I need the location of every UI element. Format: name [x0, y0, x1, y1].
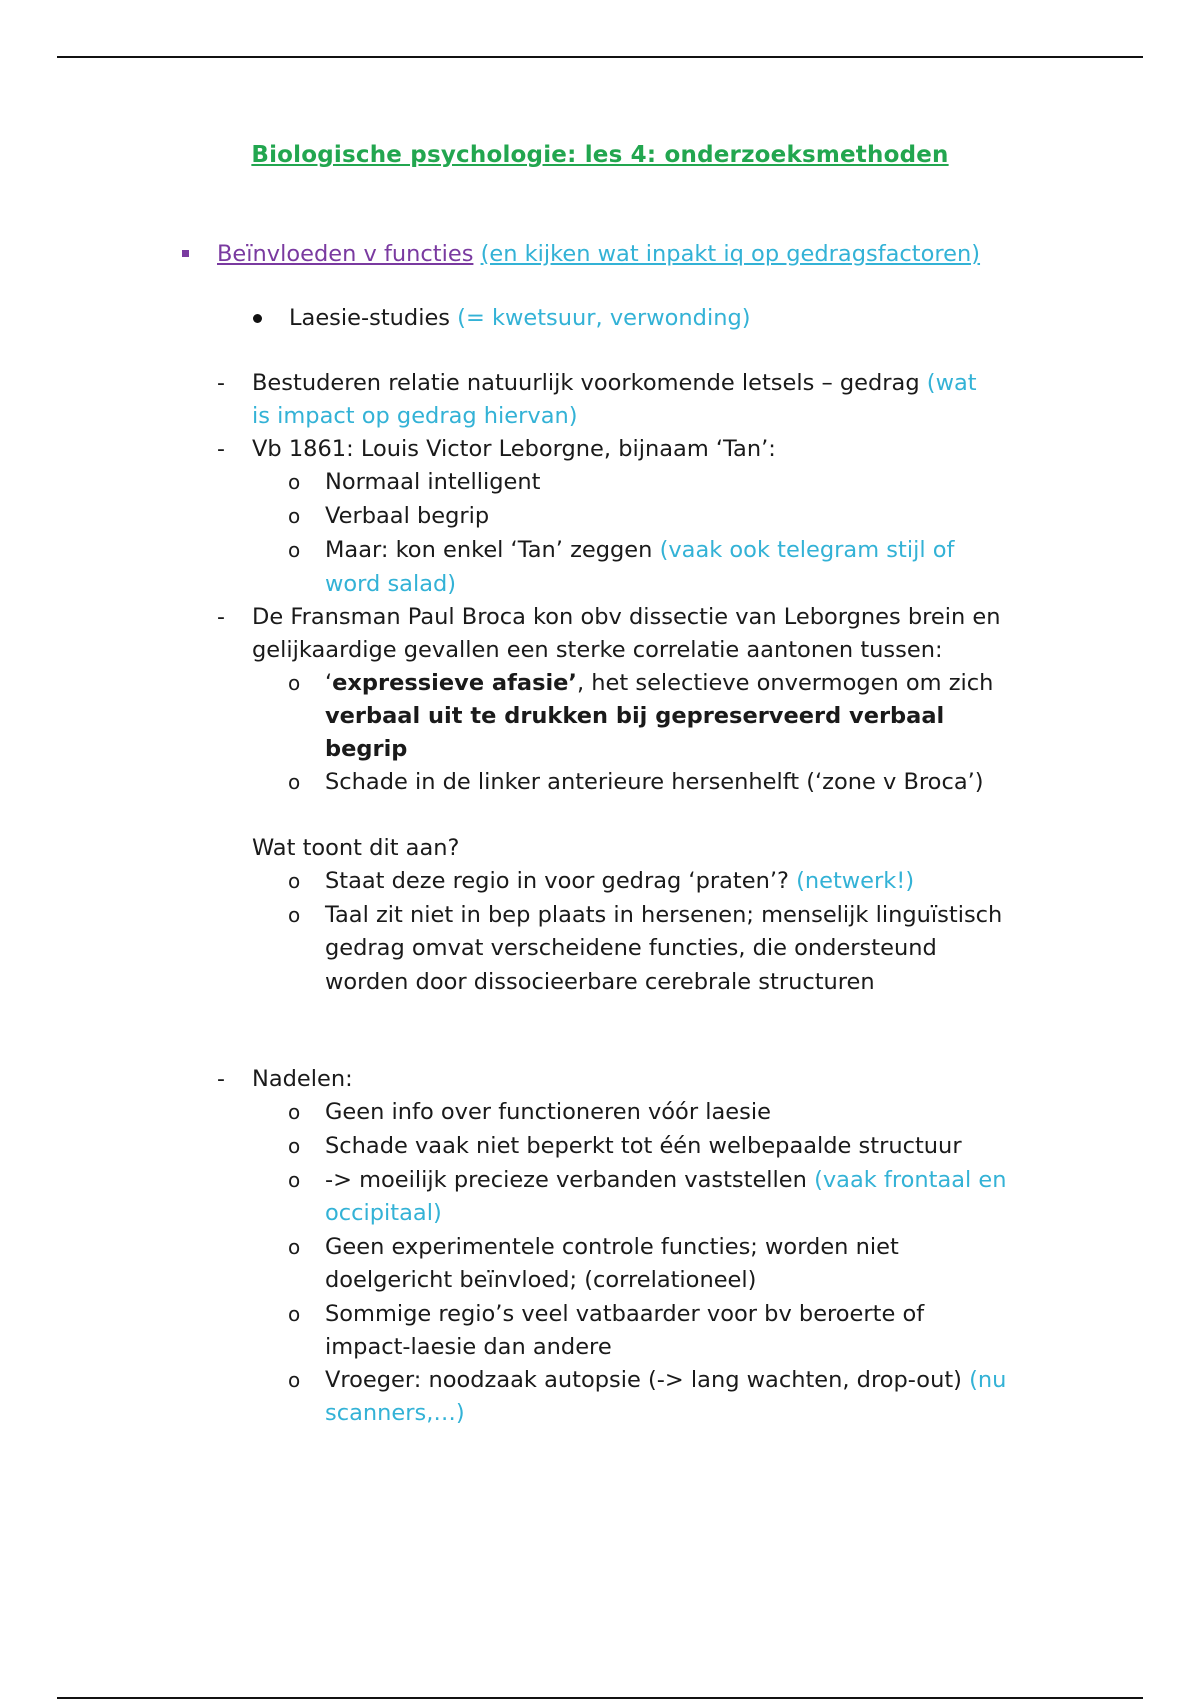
sub-list-item-continuation: impact-laesie dan andere [325, 1334, 612, 1360]
dash-bullet: - [217, 371, 225, 396]
section-heading: Beïnvloeden v functies (en kijken wat inpakt iq op gedragsfactoren) [217, 241, 981, 267]
sub-list-item: Verbaal begrip [325, 503, 490, 529]
o-bullet: o [288, 504, 301, 528]
o-bullet: o [288, 1168, 301, 1192]
list-item-continuation: gelijkaardige gevallen een sterke correlatie aantonen tussen: [252, 637, 943, 663]
dash-bullet: - [217, 437, 225, 462]
o-bullet: o [288, 903, 301, 927]
o-bullet: o [288, 1235, 301, 1259]
o-bullet: o [288, 470, 301, 494]
sub-list-item: Schade vaak niet beperkt tot één welbepaalde structuur [325, 1133, 962, 1159]
sub-list-item-continuation: occipitaal) [325, 1200, 442, 1226]
sub-list-item-continuation: worden door dissocieerbare cerebrale structuren [325, 969, 875, 995]
sub-list-item-continuation: verbaal uit te drukken bij gepreserveerd verbaal [325, 703, 945, 729]
list-item: Vb 1861: Louis Victor Leborgne, bijnaam ‘Tan’: [252, 436, 776, 462]
sub-list-item: Geen experimentele controle functies; worden niet [325, 1234, 899, 1260]
list-item: Bestuderen relatie natuurlijk voorkomende letsels – gedrag (wat [252, 370, 977, 396]
sub-list-item: Taal zit niet in bep plaats in hersenen; menselijk linguïstisch [325, 902, 1003, 928]
dash-bullet: - [217, 605, 225, 630]
document-title: Biologische psychologie: les 4: onderzoeksmethoden [251, 142, 949, 168]
o-bullet: o [288, 671, 301, 695]
square-bullet-icon [182, 250, 189, 257]
bottom-rule [57, 1697, 1143, 1699]
o-bullet: o [288, 869, 301, 893]
sub-list-item: Vroeger: noodzaak autopsie (-> lang wachten, drop-out) (nu [325, 1367, 1007, 1393]
o-bullet: o [288, 1134, 301, 1158]
o-bullet: o [288, 770, 301, 794]
sub-list-item: Maar: kon enkel ‘Tan’ zeggen (vaak ook telegram stijl of [325, 537, 955, 563]
o-bullet: o [288, 1302, 301, 1326]
sub-list-item: -> moeilijk precieze verbanden vaststellen (vaak frontaal en [325, 1167, 1007, 1193]
dash-bullet: - [217, 1067, 225, 1092]
sub-list-item: Geen info over functioneren vóór laesie [325, 1099, 771, 1125]
sub-list-item-continuation: doelgericht beïnvloed; (correlationeel) [325, 1267, 757, 1293]
o-bullet: o [288, 1100, 301, 1124]
o-bullet: o [288, 1368, 301, 1392]
sub-list-item-continuation: gedrag omvat verscheidene functies, die ondersteund [325, 935, 937, 961]
sub-list-item: ‘expressieve afasie’, het selectieve onvermogen om zich [325, 670, 994, 696]
round-bullet-icon [253, 314, 262, 323]
list-item: Nadelen: [252, 1066, 353, 1092]
sub-list-item: Normaal intelligent [325, 469, 541, 495]
top-rule [57, 56, 1143, 58]
sub-list-item: Schade in de linker anterieure hersenhelft (‘zone v Broca’) [325, 769, 984, 795]
list-item-continuation: is impact op gedrag hiervan) [252, 403, 578, 429]
sub-list-item: Staat deze regio in voor gedrag ‘praten’? (netwerk!) [325, 868, 915, 894]
sub-list-item-continuation: scanners,…) [325, 1400, 465, 1426]
subsection-heading: Laesie-studies (= kwetsuur, verwonding) [289, 305, 751, 331]
sub-list-item-continuation: word salad) [325, 571, 457, 597]
o-bullet: o [288, 538, 301, 562]
sub-list-item: Sommige regio’s veel vatbaarder voor bv beroerte of [325, 1301, 925, 1327]
sub-list-item-continuation: begrip [325, 736, 408, 762]
list-item: De Fransman Paul Broca kon obv dissectie van Leborgnes brein en [252, 604, 1001, 630]
question-heading: Wat toont dit aan? [252, 835, 460, 861]
